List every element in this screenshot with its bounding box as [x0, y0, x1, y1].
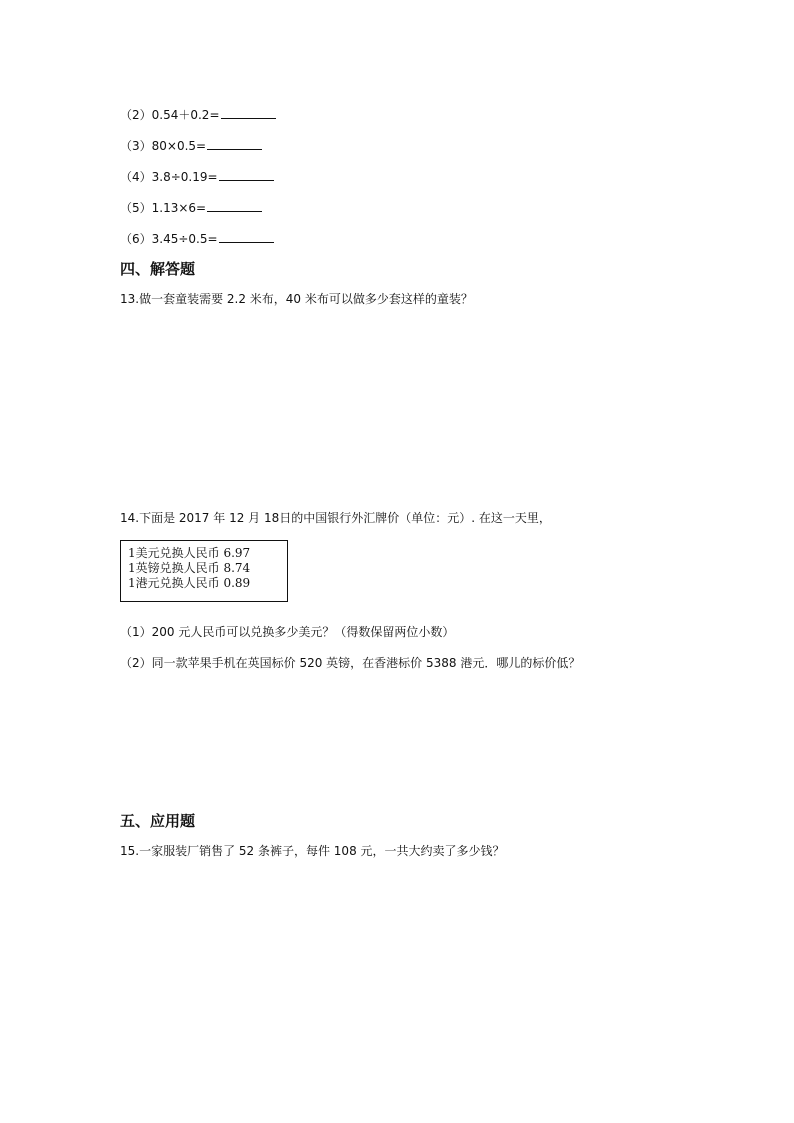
question-14-part-2: （2）同一款苹果手机在英国标价 520 英镑，在香港标价 5388 港元．哪儿的标价低？: [120, 656, 581, 670]
question-14: 14.下面是 2017 年 12 月 18日的中国银行外汇牌价（单位：元）. 在这一天里，: [120, 511, 551, 525]
exchange-rate-box: [120, 540, 288, 602]
answer-blank[interactable]: [207, 199, 262, 212]
rate-usd: 1美元兑换人民币 6.97: [128, 546, 251, 560]
calc-item-2: [120, 106, 276, 123]
calc-item-6-label: （6）3.45÷0.5=: [120, 232, 218, 246]
answer-blank[interactable]: [219, 168, 274, 181]
calc-item-5-label: （5）1.13×6=: [120, 201, 207, 215]
answer-blank[interactable]: [219, 230, 274, 243]
section-5-heading: 五、应用题: [120, 812, 196, 830]
question-14-part-1: （1）200 元人民币可以兑换多少美元？（得数保留两位小数）: [120, 625, 455, 639]
calc-item-3-label: （3）80×0.5=: [120, 139, 207, 153]
calc-item-2-label: （2）0.54＋0.2=: [120, 108, 220, 122]
calc-item-6: [120, 230, 274, 247]
question-15: 15.一家服装厂销售了 52 条裤子，每件 108 元，一共大约卖了多少钱？: [120, 844, 505, 858]
question-13: 13.做一套童装需要 2.2 米布，40 米布可以做多少套这样的童装？: [120, 292, 473, 306]
calc-item-4: [120, 168, 274, 185]
section-4-heading: 四、解答题: [120, 260, 196, 278]
answer-blank[interactable]: [221, 106, 276, 119]
answer-blank[interactable]: [207, 137, 262, 150]
calc-item-4-label: （4）3.8÷0.19=: [120, 170, 218, 184]
rate-gbp: 1英镑兑换人民币 8.74: [128, 561, 251, 575]
calc-item-3: [120, 137, 262, 154]
calc-item-5: [120, 199, 262, 216]
rate-hkd: 1港元兑换人民币 0.89: [128, 576, 251, 590]
